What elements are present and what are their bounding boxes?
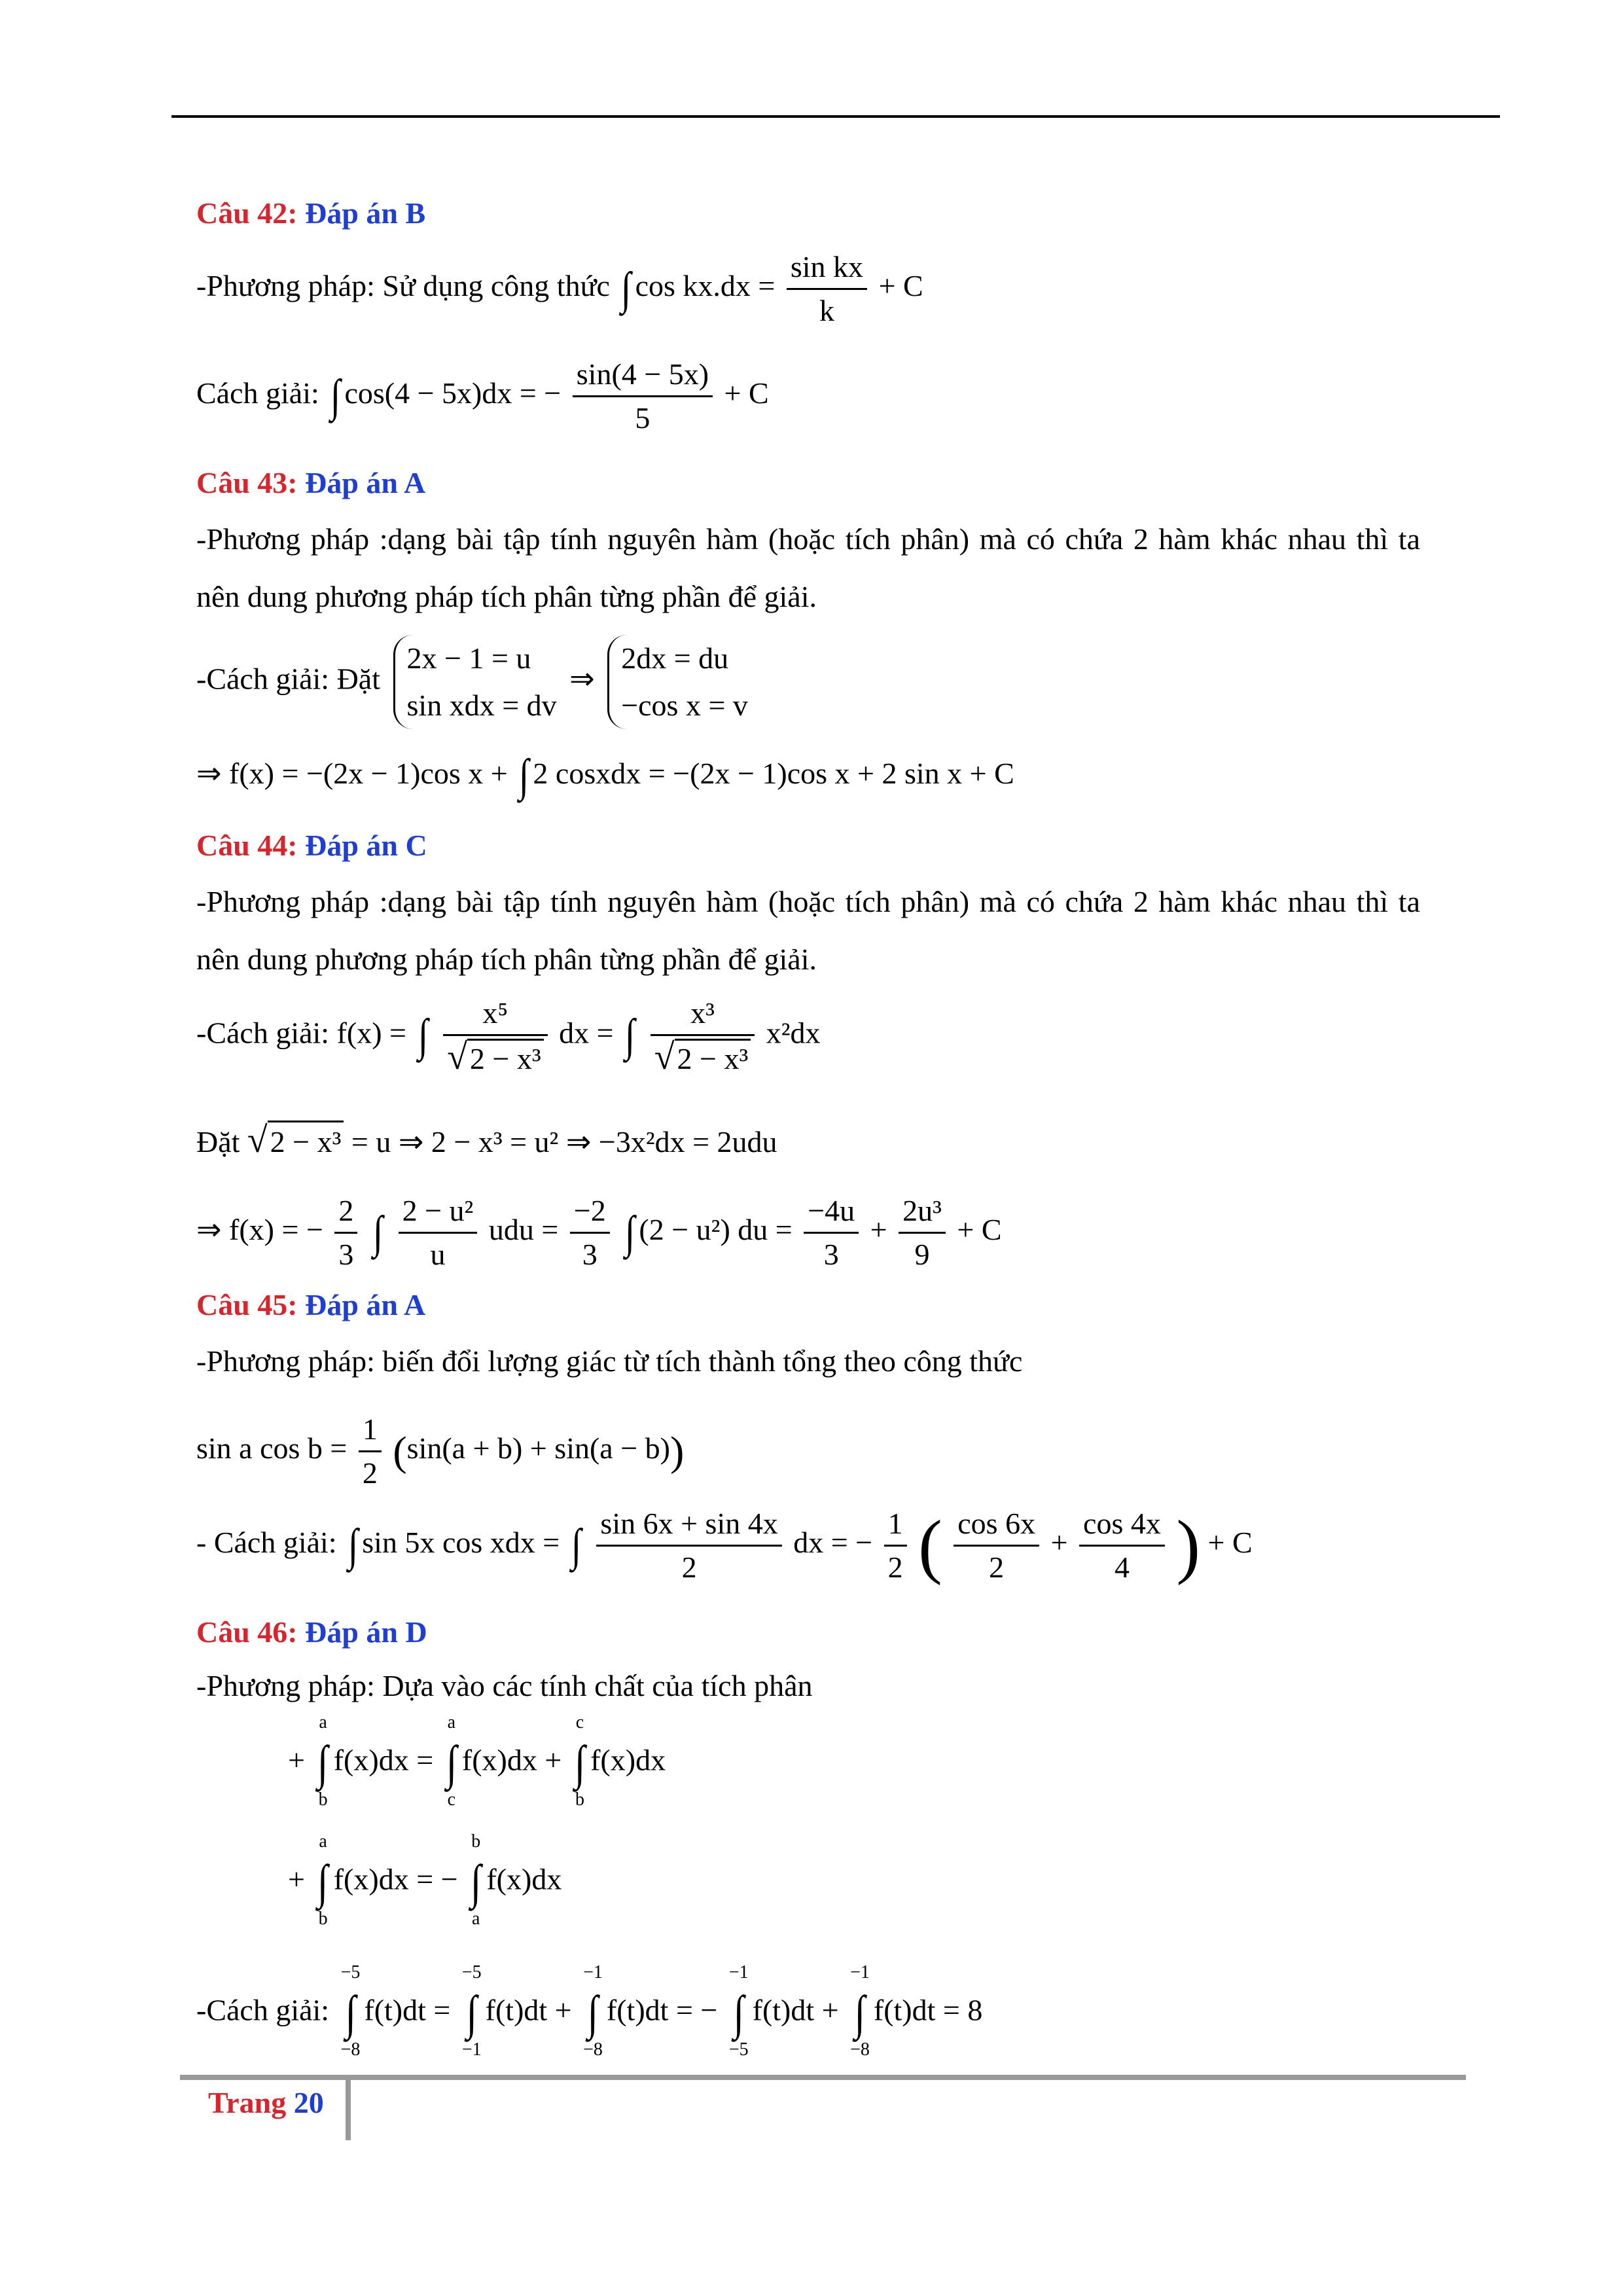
definite-integral: a ∫ b [317, 1712, 329, 1810]
footer-divider [346, 2080, 351, 2140]
fraction: $\frac{\sin(4 - 5x)}{5}$ [573, 356, 713, 437]
integral-sign: ∫ [330, 370, 341, 422]
equation-system: 2x − 1 = u sin xdx = dv [393, 635, 557, 729]
q44-result: ⇒ f(x) = − $\frac{2}{3}$ ∫ $\frac{\text{2 − u²}}{u}$ udu = $\frac{-2}{3}$ ∫ (2 − u²) du = $\frac{-4u}{3}$ + $\frac{\text{2u³}}{9}$ + C [196, 1193, 1002, 1273]
sqrt-icon: √ [654, 1037, 675, 1077]
fraction: $\frac{\cos 6x}{2}$ [954, 1505, 1039, 1586]
integral-sign: ∫ [519, 751, 529, 802]
footer-rule [180, 2075, 1466, 2080]
q46-property-2: + a ∫ b f(x)dx = − b ∫ a f(x)dx [288, 1833, 562, 1932]
header-rule [171, 115, 1500, 118]
q44-solution: -Cách giải: f(x) = ∫ $\frac{\text{x⁵}}{\text{√2 − x³}}$ dx = ∫ $\frac{\text{x³}}{\text{√2 − x³}}$ x²dx [196, 996, 821, 1077]
integral-sign: ∫ [571, 1520, 582, 1571]
fraction: $\frac{-4u}{3}$ [804, 1193, 859, 1273]
q45-answer: Đáp án A [305, 1288, 426, 1321]
q46-heading: Câu 46: Đáp án D [196, 1615, 427, 1649]
definite-integral: b ∫ a [471, 1831, 482, 1929]
integral-sign: ∫ [372, 1207, 383, 1258]
integral-sign: ∫ [418, 1011, 428, 1061]
sqrt-icon: √ [447, 1037, 467, 1077]
definite-integral: c ∫ b [574, 1712, 586, 1810]
fraction: $\frac{-2}{3}$ [570, 1193, 610, 1273]
definite-integral: −5 ∫ −1 [461, 1962, 482, 2060]
definite-integral: −1 ∫ −5 [728, 1962, 749, 2060]
q43-heading: Câu 43: Đáp án A [196, 466, 426, 499]
fraction: $\frac{2}{3}$ [334, 1193, 357, 1273]
q46-answer: Đáp án D [305, 1615, 427, 1649]
sqrt-icon: √ [247, 1120, 268, 1160]
q45-solution: - Cách giải: ∫ sin 5x cos xdx = ∫ $\frac{\sin 6x + \sin 4x}{2}$ dx = − $\frac{1}{2}$ ( $\frac{\cos 6x}{2}$ + $\frac{\cos 4x}{4}$ ) + C [196, 1505, 1253, 1586]
fraction: $\frac{\sin 6x + \sin 4x}{2}$ [596, 1505, 781, 1586]
definite-integral: a ∫ b [317, 1831, 329, 1929]
definite-integral: −5 ∫ −8 [340, 1962, 361, 2060]
fraction: $\frac{\cos 4x}{4}$ [1079, 1505, 1165, 1586]
q43-solution: -Cách giải: Đặt 2x − 1 = u sin xdx = dv ⇒ 2dx = du −cos x = v [196, 635, 753, 729]
q45-heading: Câu 45: Đáp án A [196, 1288, 426, 1321]
fraction: $\frac{\text{2 − u²}}{u}$ [399, 1193, 478, 1273]
q42-solution: Cách giải: ∫ cos(4 − 5x)dx = − $\frac{\sin(4 - 5x)}{5}$ + C [196, 356, 769, 437]
q42-answer: Đáp án B [305, 196, 426, 230]
q46-solution: -Cách giải: −5 ∫ −8 f(t)dt = −5 ∫ −1 f(t)dt + −1 ∫ −8 f(t)dt = − −1 ∫ −5 f(t)dt + −1 ∫ −8 f(t)dt = 8 [196, 1964, 982, 2063]
fraction: $\frac{1}{2}$ [884, 1505, 907, 1586]
q42-method: -Phương pháp: Sử dụng công thức ∫ cos kx.dx = $\frac{\text{sin kx}}{k}$ + C [196, 249, 923, 329]
q45-identity: sin a cos b = $\frac{1}{2}$ (sin(a + b) + sin(a − b)) [196, 1411, 684, 1492]
q46-property-1: + a ∫ b f(x)dx = a ∫ c f(x)dx + c ∫ b f(x)dx [288, 1713, 666, 1813]
definite-integral: −1 ∫ −8 [583, 1962, 603, 2060]
integral-sign: ∫ [625, 1011, 635, 1061]
q44-substitution: Đặt √2 − x³ = u ⇒ 2 − x³ = u² ⇒ −3x²dx = 2udu [196, 1120, 777, 1160]
q42-heading: Câu 42: Đáp án B [196, 196, 426, 230]
q42-method-label: -Phương pháp: Sử dụng công thức [196, 269, 610, 303]
fraction: $\frac{\text{2u³}}{9}$ [899, 1193, 946, 1273]
q46-method: -Phương pháp: Dựa vào các tính chất của tích phân [196, 1669, 813, 1702]
integral-sign: ∫ [348, 1520, 359, 1571]
definite-integral: a ∫ c [446, 1712, 457, 1810]
equation-system: 2dx = du −cos x = v [607, 635, 748, 729]
q44-answer: Đáp án C [305, 829, 427, 862]
q44-method: -Phương pháp :dạng bài tập tính nguyên hàm (hoặc tích phân) mà có chứa 2 hàm khác nhau thì ta nên dung phương pháp tích phân từng phần để giải. [196, 885, 1420, 976]
definite-integral: −1 ∫ −8 [850, 1962, 870, 2060]
integral-sign: ∫ [621, 263, 632, 314]
fraction: $\frac{\text{sin kx}}{k}$ [787, 249, 867, 329]
integral-sign: ∫ [625, 1207, 635, 1258]
q44-heading: Câu 44: Đáp án C [196, 829, 427, 862]
q43-answer: Đáp án A [305, 466, 426, 499]
q43-method: -Phương pháp :dạng bài tập tính nguyên hàm (hoặc tích phân) mà có chứa 2 hàm khác nhau thì ta nên dung phương pháp tích phân từng phần để giải. [196, 522, 1420, 613]
q43-result: ⇒ f(x) = −(2x − 1)cos x + ∫ 2 cosxdx = −(2x − 1)cos x + 2 sin x + C [196, 751, 1014, 802]
page-number: Trang 20 [208, 2086, 324, 2119]
fraction: $\frac{\text{x⁵}}{\text{√2 − x³}}$ [443, 995, 547, 1077]
q45-method: -Phương pháp: biến đổi lượng giác từ tích thành tổng theo công thức [196, 1344, 1023, 1378]
fraction: $\frac{\text{x³}}{\text{√2 − x³}}$ [651, 995, 755, 1077]
fraction: $\frac{1}{2}$ [359, 1411, 382, 1492]
